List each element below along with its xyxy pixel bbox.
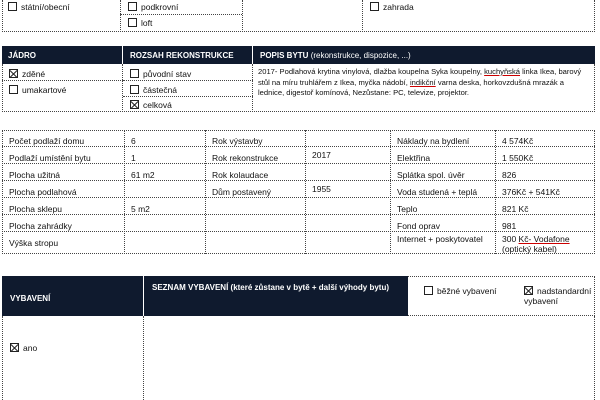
seznam-header: SEZNAM VYBAVENÍ (které zůstane v bytě + další výhody bytu) (148, 281, 403, 295)
checkbox-checked[interactable] (10, 343, 19, 352)
info-value: 376Kč + 541Kč (502, 187, 560, 197)
jadro-option-umakartove[interactable]: umakartové (5, 83, 70, 97)
info-label: Náklady na bydlení (397, 136, 470, 146)
top-option-zahrada[interactable]: zahrada (366, 0, 418, 14)
top-option-statni[interactable]: státní/obecní (4, 0, 74, 14)
info-value: 1955 (312, 184, 331, 194)
top-divider-3 (242, 0, 243, 32)
info-value (308, 134, 316, 138)
checkbox[interactable] (424, 286, 433, 295)
info-value: 826 (502, 170, 517, 180)
rozsah-option-castecna[interactable]: částečná (126, 83, 181, 97)
vybaveni-header: VYBAVENÍ (6, 292, 54, 306)
info-label: Fond oprav (397, 221, 440, 231)
info-label (208, 219, 216, 223)
info-label: Plocha sklepu (9, 204, 62, 214)
info-value: 981 (502, 221, 517, 231)
top-option-loft[interactable]: loft (124, 16, 156, 30)
rozsah-option-puvodni[interactable]: původní stav (126, 67, 195, 81)
jadro-sep-1 (122, 64, 123, 112)
checkbox[interactable] (8, 2, 17, 11)
rozsah-option-celkova[interactable]: celková (126, 98, 176, 112)
info-label: Rok rekonstrukce (212, 153, 279, 163)
info-vsep-1 (124, 130, 125, 254)
info-vsep-3 (305, 130, 306, 254)
info-label: Teplo (397, 204, 418, 214)
checkbox[interactable] (130, 69, 139, 78)
info-vsep-4 (390, 130, 391, 254)
checkbox[interactable] (130, 85, 139, 94)
top-divider-1 (120, 0, 121, 32)
info-label: Rok výstavby (212, 136, 263, 146)
info-label: Výška stropu (9, 238, 59, 248)
info-label: Plocha zahrádky (9, 221, 72, 231)
checkbox[interactable] (128, 18, 137, 27)
info-value: 1 550Kč (502, 153, 534, 163)
info-value (308, 202, 316, 206)
checkbox-checked[interactable] (130, 100, 139, 109)
jadro-option-zdene[interactable]: zděné (5, 67, 49, 81)
popis-header: POPIS BYTU (rekonstrukce, dispozice, ...) (256, 49, 415, 63)
info-value: 1 (131, 153, 136, 163)
checkbox-checked[interactable] (9, 69, 18, 78)
info-label: Rok kolaudace (212, 170, 269, 180)
hdr-sep-2 (252, 46, 253, 64)
legend-bezne[interactable]: běžné vybavení (420, 284, 501, 298)
info-value: 4 574Kč (502, 136, 534, 146)
info-label: Plocha podlahová (9, 187, 77, 197)
top-section (2, 0, 595, 32)
vybaveni-body (2, 316, 595, 400)
info-label: Plocha užitná (9, 170, 61, 180)
info-label: Podlaží umístění bytu (9, 153, 91, 163)
info-value (308, 219, 316, 223)
legend-nadstandardni[interactable]: nadstandardní vybavení (524, 286, 592, 307)
jadro-sep-2 (252, 64, 253, 112)
info-value: 6 (131, 136, 136, 146)
vyb-body-sep (143, 316, 144, 400)
info-vsep-5 (495, 130, 496, 254)
info-value: 821 Kč (502, 204, 529, 214)
checkbox[interactable] (128, 2, 137, 11)
checkbox[interactable] (9, 85, 18, 94)
info-label: Splátka spol. úvěr (397, 170, 465, 180)
info-value: 61 m2 (131, 170, 155, 180)
info-label: Voda studená + teplá (397, 187, 478, 197)
info-label (208, 202, 216, 206)
jadro-header: JÁDRO (4, 49, 40, 63)
info-value (127, 219, 135, 223)
info-label: Internet + poskytovatel (397, 234, 483, 244)
rozsah-header: ROZSAH REKONSTRUKCE (126, 49, 238, 63)
info-value (127, 185, 135, 189)
info-value (308, 168, 316, 172)
info-value: 2017 (312, 150, 331, 160)
hdr-sep-1 (122, 46, 123, 64)
top-option-podkrovni[interactable]: podkrovní (124, 0, 182, 14)
popis-text: 2017- Podlahová krytina vinylová, dlažba koupelna Syka koupelny, kuchyňská linka Ikea, barový stůl na míru truhlářem z Ikea, myčka nádobí, indikční varna deska, horkovzdušná mrazák a lednice, digestoř komínová, Nezůstane: PC, televize, projektor. (258, 67, 582, 97)
vyb-hdr-sep (143, 276, 144, 316)
info-label: Elektřina (397, 153, 431, 163)
info-label: Dům postavený (212, 187, 272, 197)
vybaveni-ano[interactable]: ano (6, 341, 41, 355)
checkbox[interactable] (370, 2, 379, 11)
info-value: 300 Kč- Vodafone (optický kabel) (502, 234, 570, 254)
top-divider-2 (362, 0, 363, 32)
info-label: Počet podlaží domu (9, 136, 85, 146)
info-vsep-2 (205, 130, 206, 254)
checkbox-checked[interactable] (524, 286, 533, 295)
info-value: 5 m2 (131, 204, 150, 214)
